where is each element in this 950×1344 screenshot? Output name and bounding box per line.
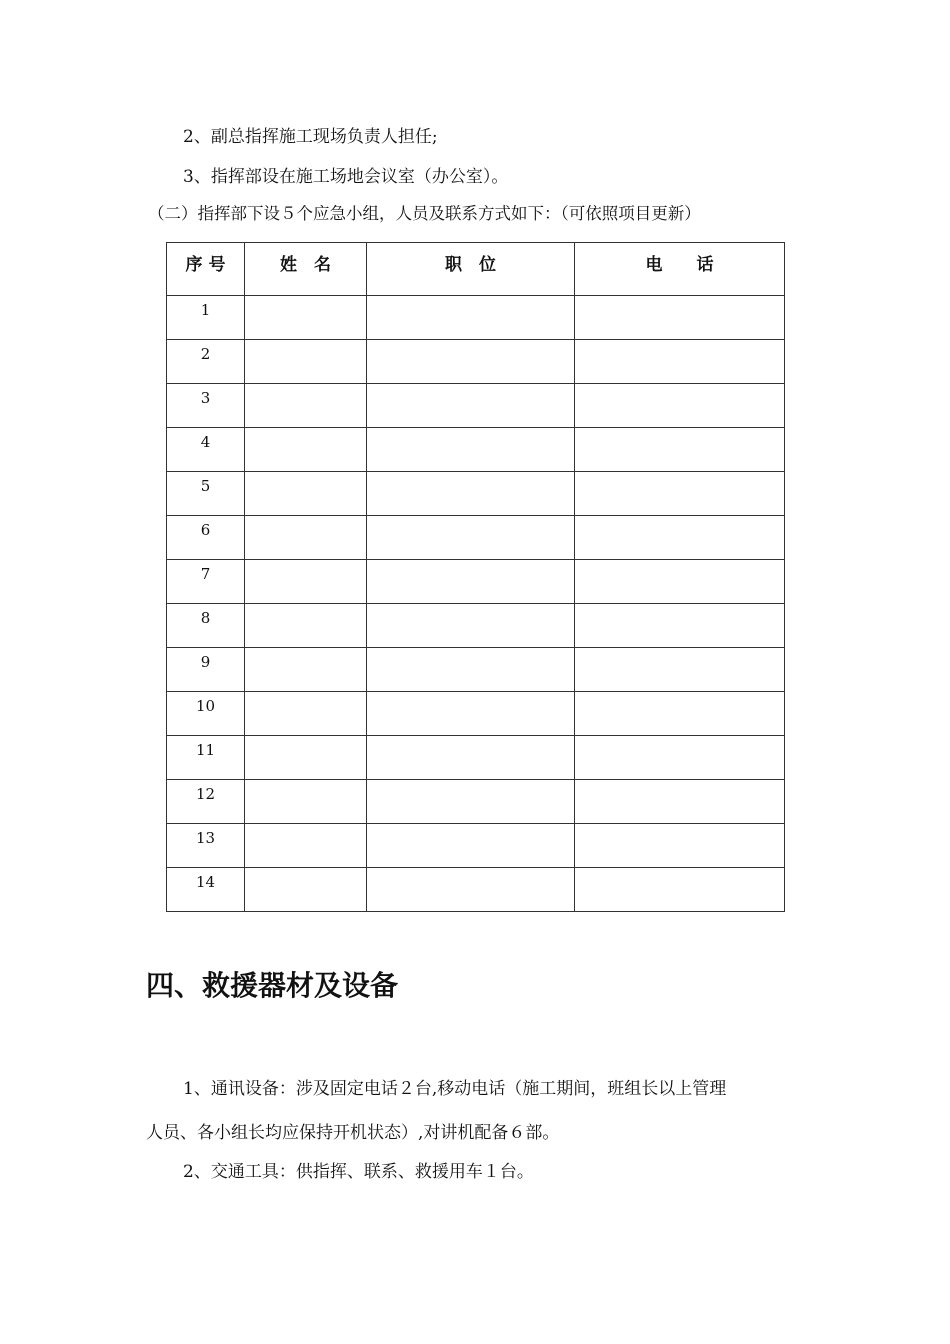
cell-phone xyxy=(575,516,785,560)
cell-phone xyxy=(575,780,785,824)
cell-phone xyxy=(575,340,785,384)
cell-index: 6 xyxy=(167,516,245,560)
comm-equipment-line-cont: 人员、各小组长均应保持开机状态）,对讲机配备６部。 xyxy=(146,1123,560,1143)
cell-position xyxy=(367,340,575,384)
cell-name xyxy=(245,560,367,604)
cell-phone xyxy=(575,648,785,692)
transport-line: 2、交通工具：供指挥、联系、救援用车１台。 xyxy=(183,1162,534,1182)
cell-index: 5 xyxy=(167,472,245,516)
section-heading: 四、救援器材及设备 xyxy=(146,969,399,1002)
header-name: 姓 名 xyxy=(245,243,367,296)
table-header-row xyxy=(167,243,785,296)
cell-position xyxy=(367,868,575,912)
contact-table xyxy=(166,242,785,912)
cell-position xyxy=(367,824,575,868)
table-row xyxy=(167,868,785,912)
table-row xyxy=(167,428,785,472)
cell-name xyxy=(245,604,367,648)
cell-position xyxy=(367,516,575,560)
cell-name xyxy=(245,472,367,516)
table-row xyxy=(167,692,785,736)
cell-name xyxy=(245,824,367,868)
cell-index: 13 xyxy=(167,824,245,868)
cell-name xyxy=(245,692,367,736)
cell-name xyxy=(245,296,367,340)
table-row xyxy=(167,340,785,384)
header-phone: 电 话 xyxy=(575,243,785,296)
cell-name xyxy=(245,516,367,560)
table-row xyxy=(167,472,785,516)
cell-position xyxy=(367,384,575,428)
cell-position xyxy=(367,780,575,824)
cell-name xyxy=(245,736,367,780)
cell-name xyxy=(245,384,367,428)
cell-index: 4 xyxy=(167,428,245,472)
cell-position xyxy=(367,692,575,736)
cell-position xyxy=(367,296,575,340)
table-row xyxy=(167,780,785,824)
cell-index: 14 xyxy=(167,868,245,912)
header-position: 职 位 xyxy=(367,243,575,296)
cell-phone xyxy=(575,692,785,736)
cell-name xyxy=(245,428,367,472)
table-body xyxy=(167,296,785,912)
cell-index: 11 xyxy=(167,736,245,780)
cell-name xyxy=(245,868,367,912)
cell-index: 9 xyxy=(167,648,245,692)
command-location-line: 3、指挥部设在施工场地会议室（办公室）。 xyxy=(183,167,509,187)
cell-phone xyxy=(575,736,785,780)
cell-phone xyxy=(575,868,785,912)
table-row xyxy=(167,516,785,560)
cell-phone xyxy=(575,428,785,472)
table-row xyxy=(167,296,785,340)
table-row xyxy=(167,824,785,868)
cell-index: 7 xyxy=(167,560,245,604)
cell-name xyxy=(245,340,367,384)
cell-index: 1 xyxy=(167,296,245,340)
cell-position xyxy=(367,604,575,648)
comm-equipment-line: 1、通讯设备：涉及固定电话２台,移动电话（施工期间，班组长以上管理 xyxy=(183,1079,727,1099)
cell-position xyxy=(367,472,575,516)
cell-position xyxy=(367,428,575,472)
table-row xyxy=(167,384,785,428)
cell-phone xyxy=(575,560,785,604)
cell-position xyxy=(367,736,575,780)
cell-position xyxy=(367,648,575,692)
cell-index: 10 xyxy=(167,692,245,736)
cell-phone xyxy=(575,472,785,516)
cell-phone xyxy=(575,604,785,648)
emergency-groups-line: （二）指挥部下设５个应急小组，人员及联系方式如下：（可依照项目更新） xyxy=(148,204,701,223)
cell-phone xyxy=(575,824,785,868)
cell-index: 2 xyxy=(167,340,245,384)
cell-phone xyxy=(575,384,785,428)
header-index: 序 号 xyxy=(167,243,245,296)
cell-name xyxy=(245,780,367,824)
cell-name xyxy=(245,648,367,692)
cell-position xyxy=(367,560,575,604)
table-row xyxy=(167,648,785,692)
table-row xyxy=(167,560,785,604)
cell-index: 12 xyxy=(167,780,245,824)
cell-phone xyxy=(575,296,785,340)
commander-deputy-line: 2、副总指挥施工现场负责人担任; xyxy=(183,127,438,147)
cell-index: 3 xyxy=(167,384,245,428)
table-row xyxy=(167,604,785,648)
table-row xyxy=(167,736,785,780)
cell-index: 8 xyxy=(167,604,245,648)
